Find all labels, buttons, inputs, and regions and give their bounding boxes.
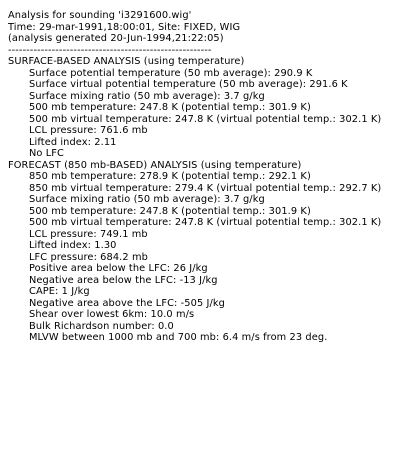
surface-line: LCL pressure: 761.6 mb <box>29 125 148 136</box>
forecast-line: Lifted index: 1.30 <box>29 240 117 251</box>
analysis-report <box>8 10 416 344</box>
forecast-line: Bulk Richardson number: 0.0 <box>29 320 174 332</box>
forecast-line: 500 mb virtual temperature: 247.8 K (virtual potential temp.: 302.1 K) <box>29 217 382 228</box>
forecast-line: LCL pressure: 749.1 mb <box>29 228 148 240</box>
forecast-line: Negative area above the LFC: -505 J/kg <box>29 297 225 309</box>
forecast-line: Surface mixing ratio (50 mb average): 3.7 g/kg <box>29 194 265 205</box>
report-time-site: Time: 29-mar-1991,18:00:01, Site: FIXED, WIG <box>8 21 241 33</box>
surface-heading: SURFACE-BASED ANALYSIS (using temperature) <box>8 56 245 67</box>
surface-line: 500 mb temperature: 247.8 K (potential temp.: 301.9 K) <box>29 102 311 113</box>
forecast-line: Shear over lowest 6km: 10.0 m/s <box>29 309 195 320</box>
surface-line: 500 mb virtual temperature: 247.8 K (virtual potential temp.: 302.1 K) <box>29 113 382 125</box>
forecast-line: CAPE: 1 J/kg <box>29 286 90 297</box>
forecast-line: 850 mb temperature: 278.9 K (potential temp.: 292.1 K) <box>29 171 311 182</box>
report-generated: (analysis generated 20-Jun-1994,21:22:05) <box>8 33 224 44</box>
report-separator: -------------------------------------------------------- <box>8 44 212 56</box>
forecast-line: Positive area below the LFC: 26 J/kg <box>29 263 208 274</box>
report-title: Analysis for sounding 'i3291600.wig' <box>8 10 192 21</box>
forecast-line: Negative area below the LFC: -13 J/kg <box>29 274 218 286</box>
surface-line: Surface mixing ratio (50 mb average): 3.7 g/kg <box>29 90 265 102</box>
surface-line: Surface virtual potential temperature (50 mb average): 291.6 K <box>29 79 348 90</box>
forecast-line: MLVW between 1000 mb and 700 mb: 6.4 m/s from 23 deg. <box>29 332 328 343</box>
surface-line: No LFC <box>29 148 64 159</box>
surface-line: Surface potential temperature (50 mb average): 290.9 K <box>29 67 313 79</box>
forecast-line: 500 mb temperature: 247.8 K (potential temp.: 301.9 K) <box>29 205 311 217</box>
forecast-line: LFC pressure: 684.2 mb <box>29 251 148 263</box>
forecast-heading: FORECAST (850 mb-BASED) ANALYSIS (using temperature) <box>8 159 302 171</box>
forecast-line: 850 mb virtual temperature: 279.4 K (virtual potential temp.: 292.7 K) <box>29 182 382 194</box>
surface-line: Lifted index: 2.11 <box>29 136 117 148</box>
